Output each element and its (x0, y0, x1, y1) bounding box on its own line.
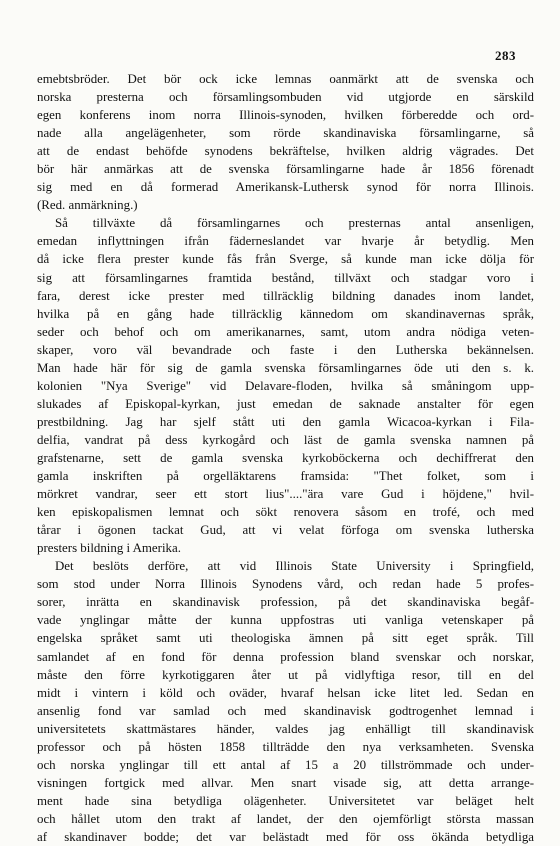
text-line: prestbildning. Jag har sjelf stått uti den gamla Wicacoa-kyrkan i Fila- (37, 414, 534, 429)
text-line: nade alla angelägenheter, som rörde skandinaviska församlingarne, så (37, 126, 534, 141)
text-line: mörkret vandrar, seer ett stort lius"...."ära vare Gud i höjdene," hvil- (37, 487, 534, 502)
text-line: då icke flera prester kunde fås från Sverge, så kunde man icke dölja för (37, 252, 534, 267)
text-line: norska presterna och församlingsombuden vid utgjorde en särskild (37, 90, 534, 105)
text-line: och hållet utom den trakt af landet, der den ojemförligt största massan (37, 811, 534, 826)
page-number: 283 (495, 48, 516, 63)
text-line: (Red. anmärkning.) (37, 198, 138, 213)
text-line: skaper, voro väl bevandrade och faste i den Lutherska bekännelsen. (37, 342, 534, 357)
text-line: slukades af Episkopal-kyrkan, just emedan de saknade anstalter för egen (37, 396, 534, 411)
text-line: Det beslöts derföre, att vid Illinois State University i Springfield, (55, 559, 534, 574)
text-line: grafstenarne, sett de gamla svenska kyrkoböckerna och dechiffrerat den (37, 450, 534, 465)
text-line: sorer, inrätta en skandinavisk profession, på det skandinaviska begåf- (37, 595, 534, 610)
text-line: Man hade här för sig de gamla svenska församlingarnes öde uti den s. k. (37, 360, 534, 375)
text-line: af skandinaver bodde; det var belästadt med för oss ökända betydliga (37, 829, 534, 844)
text-line: seder och behof och om amerikanarnes, samt, utom andra nödiga veten- (37, 324, 534, 339)
text-line: fara, derest icke prester med tillräcklig bildning danades inom landet, (37, 288, 534, 303)
text-line: emebtsbröder. Det bör ock icke lemnas oanmärkt att de svenska och (37, 72, 534, 86)
text-line: tårar i ögonen tackat Gud, att vi velat förfoga om svenska lutherska (37, 523, 534, 538)
text-line: gamla inskriften på orgelläktarens framsida: "Thet folket, som i (37, 469, 534, 484)
text-line: midt i vintern i köld och oväder, hvaraf helsan icke litet led. Sedan en (37, 685, 534, 700)
body-text (37, 70, 534, 846)
text-line: samlandet af en fond för denna profession bland svenskar och norskar, (37, 649, 534, 664)
text-line: att de endast behöfde synodens bekräftelse, hvilken aldrig vägrades. Det (37, 144, 534, 159)
text-line: hvilka på en gång hade tillräcklig kännedom om skandinavernas språk, (37, 306, 534, 321)
text-line: delfia, vandrat på dess kyrkogård och läst de gamla svenska namnen på (37, 432, 534, 447)
text-line: bör här anmärkas att de svenska församlingarne hade år 1856 förenadt (37, 162, 534, 177)
text-line: sig att församlingarnes framtida bestånd, tillväxt och stadgar voro i (37, 270, 534, 285)
text-line: som stod under Norra Illinois Synodens vård, och redan hade 5 profes- (37, 577, 534, 592)
text-line: presters bildning i Amerika. (37, 541, 181, 556)
text-line: kolonien "Nya Sverige" vid Delavare-floden, hvilka så småningom upp- (37, 378, 534, 393)
text-line: professor och på hösten 1858 tillträdde den nya verksamheten. Svenska (37, 739, 534, 754)
text-line: egen konferens inom norra Illinois-synoden, hvilken förberedde och ord- (37, 108, 534, 123)
text-line: ment hade sina betydliga olägenheter. Universitetet var beläget helt (37, 793, 534, 808)
text-line: och norska ynglingar till ett antal af 15 a 20 tillströmmade och under- (37, 757, 534, 772)
text-line: engelska språket samt uti theologiska ämnen på sitt eget språk. Till (37, 631, 534, 646)
text-line: måste den förre kyrkotiggaren åter ut på vidlyftiga resor, till en del (37, 667, 534, 682)
text-line: vade ynglingar måtte der kunna uppfostras uti vanliga vetenskaper på (37, 613, 534, 628)
text-line: Så tillväxte då församlingarnes och presternas antal ansenligen, (55, 216, 534, 231)
text-line: universitetets skattmästares händer, valdes jag enhälligt till skandinavisk (37, 721, 534, 736)
text-line: ken episkopalismen lemnat och sökt renovera såsom en trofé, och med (37, 505, 534, 520)
text-line: emedan inflyttningen ifrån fäderneslandet var hvarje år betydlig. Men (37, 234, 534, 249)
text-line: visningen fortgick med allvar. Men snart visade sig, att detta arrange- (37, 775, 534, 790)
text-line: sig med en då formerad Amerikansk-Luthersk synod för norra Illinois. (37, 180, 534, 195)
text-line: ansenlig fond var samlad och med skandinavisk godtrogenhet lemnad i (37, 703, 534, 718)
